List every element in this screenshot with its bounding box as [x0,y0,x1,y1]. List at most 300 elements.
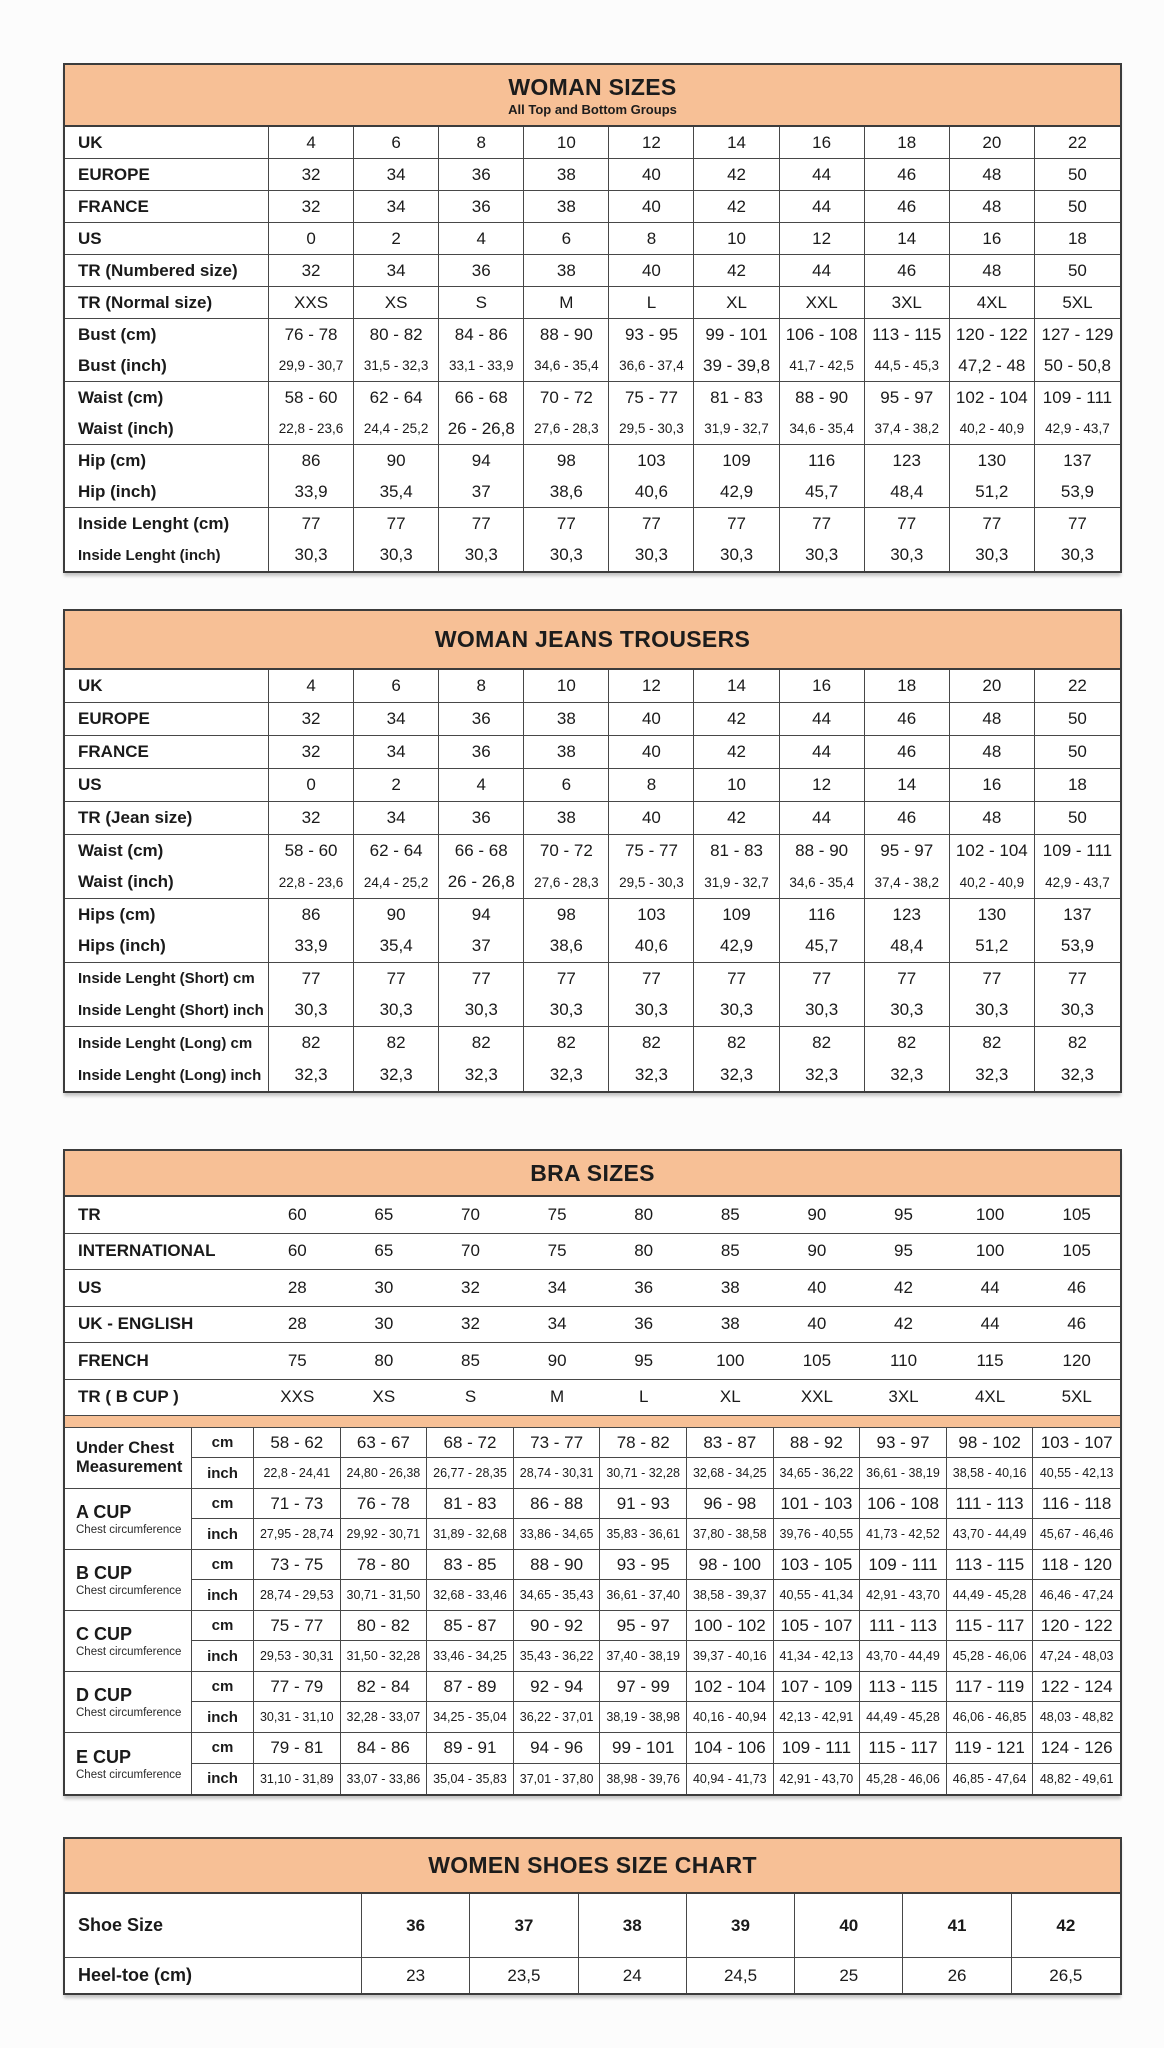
table-cell [609,287,694,318]
table-cell [439,703,524,735]
cell-value: 40,55 - 42,13 [1039,1466,1114,1480]
cell-value: 85 [461,1350,480,1370]
cell-value: 91 - 93 [616,1493,670,1513]
cell-value: 36 [471,808,491,827]
table-cell [1033,1197,1120,1233]
table-cell [524,963,609,1026]
table-cell [1035,1027,1120,1091]
table-cell [341,1580,428,1610]
table-cell [427,1611,514,1641]
table-cell [254,1702,341,1732]
table-cell [865,191,950,222]
table-cell [865,445,950,507]
table-cell [694,802,779,834]
table-cell [514,1550,601,1580]
table-cell [354,670,439,702]
cell-value: 3XL [891,292,922,312]
table-cell [1033,1641,1120,1671]
cell-value: 100 - 102 [693,1615,766,1635]
cell-value: 24,4 - 25,2 [363,421,429,436]
cell-value: 86 [301,904,321,924]
table-cell [579,1958,687,1993]
women-shoes-rows [65,1894,1120,1993]
cell-value: 77 [556,513,576,533]
cell-value: 12 [641,676,661,695]
cell-value: 47,24 - 48,03 [1039,1649,1114,1663]
table-cell [1035,835,1120,898]
table-cell [694,670,779,702]
table-cell [514,1611,601,1641]
cell-value: 75 - 77 [270,1615,324,1635]
cell-value: 41,7 - 42,5 [789,358,854,373]
cell-value: 77 [1067,968,1087,988]
row-label-line: Hip (cm) [78,450,146,470]
table-cell [269,802,354,834]
table-cell [860,1580,947,1610]
row-label-line: Waist (cm) [78,387,164,407]
table-cell [694,835,779,898]
table-cell [354,255,439,286]
cell-value: 34 [386,196,406,216]
table-cell [950,382,1035,444]
table-cell [1035,159,1120,190]
cell-value: 31,9 - 32,7 [704,421,769,436]
table-cell [1035,508,1120,571]
cell-value: 22 [1067,132,1087,152]
unit-cell [192,1702,254,1732]
table-cell [269,445,354,507]
cell-value: XL [719,1387,741,1407]
table-cell [439,508,524,571]
unit-cell [192,1489,254,1519]
cell-value: 82 [982,1033,1002,1052]
cell-value: 10 [556,132,576,152]
cell-value: 106 - 108 [867,1493,939,1513]
table-cell [1033,1733,1120,1764]
cell-value: 30,3 [464,1000,498,1020]
cell-value: 58 - 62 [270,1432,324,1452]
cell-value: 115 - 117 [868,1737,938,1757]
table-cell [774,1458,861,1488]
table-cell [1035,769,1120,801]
cell-value: 70 - 72 [539,840,593,860]
table-cell [947,1234,1034,1270]
cell-value: 26 - 26,8 [447,418,515,438]
row-label [65,1958,362,1993]
table-cell [269,319,354,381]
cell-value: 48 [982,260,1002,280]
cell-value: 35,4 [379,936,413,956]
table-cell [427,1458,514,1488]
unit-label: cm [211,1617,234,1634]
table-cell [950,802,1035,834]
cell-value: 32 [301,808,321,827]
cell-value: 38,6 [549,936,583,956]
table-title: WOMAN JEANS TROUSERS [434,626,751,652]
cell-value: 32,28 - 33,07 [346,1710,421,1724]
cell-value: 30,3 [805,545,839,565]
table-cell [439,1027,524,1091]
cell-value: 86 [301,450,321,470]
cell-value: 109 - 111 [868,1554,938,1574]
cell-value: 78 - 82 [616,1432,670,1452]
table-cell [865,255,950,286]
table-row [65,1380,1120,1417]
table-cell [341,1343,428,1379]
cell-value: 36 [634,1277,654,1297]
table-cell [865,223,950,254]
cell-value: 48 [982,709,1002,728]
row-label [65,670,269,702]
cell-value: 36 [471,164,491,184]
cell-value: 84 - 86 [454,324,508,344]
table-cell [694,703,779,735]
cell-value: 33,1 - 33,9 [448,358,514,373]
cell-value: 77 [897,968,917,988]
unit-cell [192,1733,254,1764]
cell-value: 36,22 - 37,01 [519,1710,594,1724]
cell-value: 36,61 - 37,40 [606,1588,681,1602]
table-cell [427,1489,514,1519]
table-cell [269,899,354,962]
cell-value: 44 [812,196,832,216]
table-cell [687,1958,795,1993]
table-cell [600,1611,687,1641]
table-cell [1035,127,1120,158]
table-cell [865,899,950,962]
table-cell [269,769,354,801]
cell-value: 41 [947,1915,967,1935]
table-cell [470,1958,578,1993]
cell-value: 45,7 [805,936,839,956]
cell-value: 14 [727,132,746,152]
table-cell [439,835,524,898]
table-cell [427,1672,514,1702]
cell-value: 93 - 95 [616,1554,670,1574]
table-row [65,670,1120,703]
cell-value: 58 - 60 [284,387,338,407]
woman-jeans-rows [65,670,1120,1091]
table-cell [524,835,609,898]
table-cell [254,1307,341,1343]
cell-value: 31,10 - 31,89 [259,1771,334,1786]
cell-value: 8 [476,676,486,695]
cell-value: 42,91 - 43,70 [866,1588,940,1602]
table-cell [609,963,694,1026]
table-cell [609,159,694,190]
cell-value: 27,6 - 28,3 [534,421,599,436]
cell-value: 32 [461,1314,480,1334]
cup-label-line: B CUP [76,1563,133,1583]
cell-value: 4XL [974,1387,1006,1407]
table-row [65,1234,1120,1271]
bra-divider-strip [65,1416,1120,1428]
cell-value: 113 - 115 [868,1676,938,1696]
table-cell [600,1489,687,1519]
cell-value: 98 [556,450,576,470]
cell-value: 70 [461,1241,480,1261]
cell-value: 94 [471,450,491,470]
cell-value: 32,3 [464,1065,498,1084]
cell-value: 102 - 104 [955,387,1028,407]
cell-value: 75 - 77 [624,840,678,860]
cell-value: 28 [287,1314,307,1334]
table-cell [774,1428,861,1458]
cell-value: 105 [802,1350,832,1370]
cell-value: 37 [471,481,491,501]
cell-value: L [646,292,657,312]
table-cell [774,1234,861,1270]
table-cell [947,1270,1034,1306]
table-cell [609,445,694,507]
table-cell [354,382,439,444]
table-row [65,1027,1120,1091]
unit-label: inch [207,1464,238,1482]
cell-value: 26,77 - 28,35 [433,1466,507,1480]
table-row [65,191,1120,223]
row-label [65,1307,254,1343]
table-cell [427,1702,514,1732]
cell-value: 4 [476,228,486,248]
cell-value: 10 [727,228,746,248]
table-cell [774,1764,861,1795]
table-cell [780,769,865,801]
cell-value: 44,5 - 45,3 [874,358,940,373]
cell-value: 34 [386,808,406,827]
cell-value: 30,71 - 31,50 [346,1588,421,1602]
cell-value: 30,31 - 31,10 [259,1710,334,1724]
unit-cell [192,1580,254,1610]
table-cell [341,1550,428,1580]
cell-value: 85 [720,1204,740,1224]
cell-value: 51,2 [975,936,1009,956]
cell-value: 123 [892,904,921,924]
cell-value: 35,04 - 35,83 [433,1771,507,1786]
cell-value: 77 [897,513,917,533]
table-cell [947,1489,1034,1519]
table-cell [427,1641,514,1671]
cell-value: 117 - 119 [954,1676,1025,1696]
table-cell [254,1380,341,1416]
row-label-line: FRANCE [78,742,149,761]
table-cell [1033,1611,1120,1641]
cell-value: 5XL [1062,292,1093,312]
cell-value: 23,5 [507,1965,541,1985]
table-cell [780,255,865,286]
table-cell [687,1307,774,1343]
cell-value: 33,9 [294,936,328,956]
table-cell [865,736,950,768]
table-cell [341,1702,428,1732]
cell-value: 32 [301,164,321,184]
table-cell [514,1764,601,1795]
table-cell [354,802,439,834]
unit-cell [192,1458,254,1488]
cell-value: 48,4 [890,481,924,501]
table-row [65,1343,1120,1380]
cell-value: XS [372,1387,396,1407]
cell-value: 83 - 85 [443,1554,497,1574]
cell-value: 77 [812,968,832,988]
cell-value: 58 - 60 [284,840,338,860]
cell-value: 30,3 [975,545,1009,565]
table-cell [774,1672,861,1702]
cell-value: 77 [727,968,746,988]
cell-value: 102 - 104 [693,1676,766,1696]
table-cell [514,1307,601,1343]
cell-value: 48,03 - 48,82 [1039,1710,1114,1724]
table-cell [687,1764,774,1795]
table-cell [439,287,524,318]
cell-value: 38 [720,1314,740,1334]
cell-value: 12 [812,228,832,248]
row-label-line: Bust (cm) [78,324,157,344]
table-cell [354,899,439,962]
table-cell [1035,736,1120,768]
table-cell [1033,1380,1120,1416]
table-cell [950,963,1035,1026]
table-cell [269,508,354,571]
table-cell [341,1672,428,1702]
cell-value: 43,70 - 44,49 [866,1649,940,1663]
cell-value: 24 [622,1965,642,1985]
cell-value: 120 - 122 [955,324,1028,344]
table-cell [609,899,694,962]
cell-value: 77 [727,513,746,533]
table-cell [609,1027,694,1091]
cell-value: 98 - 100 [698,1554,761,1574]
cell-value: 46 [1067,1277,1087,1297]
cell-value: 76 - 78 [284,324,338,344]
table-cell [1033,1550,1120,1580]
row-label [65,1197,254,1233]
table-cell [860,1641,947,1671]
cell-value: 22,8 - 23,6 [278,421,344,436]
table-cell [774,1270,861,1306]
cell-value: 30,3 [549,545,583,565]
row-label [65,319,269,381]
table-cell [439,191,524,222]
table-cell [774,1519,861,1549]
cell-value: 44 [812,260,832,280]
table-cell [427,1550,514,1580]
cell-value: 36 [634,1314,654,1334]
table-cell [687,1197,774,1233]
cell-value: 46 [897,808,917,827]
cell-value: 45,67 - 46,46 [1039,1527,1114,1541]
table-row [65,736,1120,769]
table-cell [600,1234,687,1270]
cell-value: 12 [812,775,832,794]
row-label-line: US [78,775,102,794]
cell-value: XXL [805,292,838,312]
table-cell [514,1234,601,1270]
cell-value: 82 - 84 [356,1676,410,1696]
table-cell [687,1580,774,1610]
cell-value: 30 [374,1314,394,1334]
cell-value: 40 [839,1915,859,1935]
cell-value: 32 [461,1277,480,1297]
table-cell [524,287,609,318]
cell-value: XXL [800,1387,833,1407]
table-cell [514,1270,601,1306]
cell-value: 48 [982,742,1002,761]
cell-value: 75 [547,1204,567,1224]
cell-value: 30 [374,1277,394,1297]
table-cell [1035,963,1120,1026]
cell-value: 95 - 97 [880,387,934,407]
table-row [65,899,1120,963]
table-row [65,1197,1120,1234]
table-cell [774,1307,861,1343]
cell-value: 30,3 [634,1000,668,1020]
cell-value: 46 [897,260,917,280]
cell-value: 31,89 - 32,68 [433,1527,507,1541]
cup-group [65,1672,1120,1733]
cell-value: 44,49 - 45,28 [952,1588,1027,1602]
cell-value: 22 [1067,676,1087,695]
cell-value: 130 [977,904,1007,924]
cell-value: 104 - 106 [693,1737,766,1757]
table-cell [1033,1307,1120,1343]
cell-value: 42 [727,808,746,827]
cell-value: 44 [812,164,832,184]
table-cell [609,802,694,834]
table-cell [860,1197,947,1233]
cell-value: 42 [727,164,746,184]
table-cell [254,1580,341,1610]
table-title: WOMEN SHOES SIZE CHART [428,1852,757,1878]
table-cell [950,703,1035,735]
cell-value: 35,83 - 36,61 [606,1527,681,1541]
cell-value: XS [384,292,408,312]
table-cell [774,1343,861,1379]
cell-value: 39,76 - 40,55 [779,1527,854,1541]
table-cell [439,255,524,286]
cell-value: 50 [1067,808,1087,827]
cell-value: 32 [301,709,321,728]
table-cell [1033,1672,1120,1702]
cell-value: 28 [287,1277,307,1297]
cell-value: 38 [556,164,576,184]
table-cell [687,1702,774,1732]
table-cell [524,508,609,571]
cell-value: 90 [547,1350,567,1370]
row-label [65,1380,254,1416]
cell-value: 35,43 - 36,22 [519,1649,594,1663]
unit-label: inch [207,1586,238,1604]
table-row [65,223,1120,255]
table-cell [254,1197,341,1233]
cell-value: 81 - 83 [710,387,763,407]
unit-label: inch [207,1708,238,1726]
table-cell [514,1343,601,1379]
cell-value: 45,7 [805,481,839,501]
table-cell [1033,1270,1120,1306]
cell-value: 38 [556,742,576,761]
table-cell [269,835,354,898]
row-label-line: US [78,228,102,248]
table-cell [950,191,1035,222]
cell-value: 40 [641,709,661,728]
cell-value: 27,6 - 28,3 [534,874,599,890]
table-cell [524,127,609,158]
table-cell [860,1458,947,1488]
table-cell [947,1458,1034,1488]
cell-value: 42 [1056,1915,1076,1935]
cell-value: 70 [461,1204,480,1224]
cell-value: 46 [897,164,917,184]
